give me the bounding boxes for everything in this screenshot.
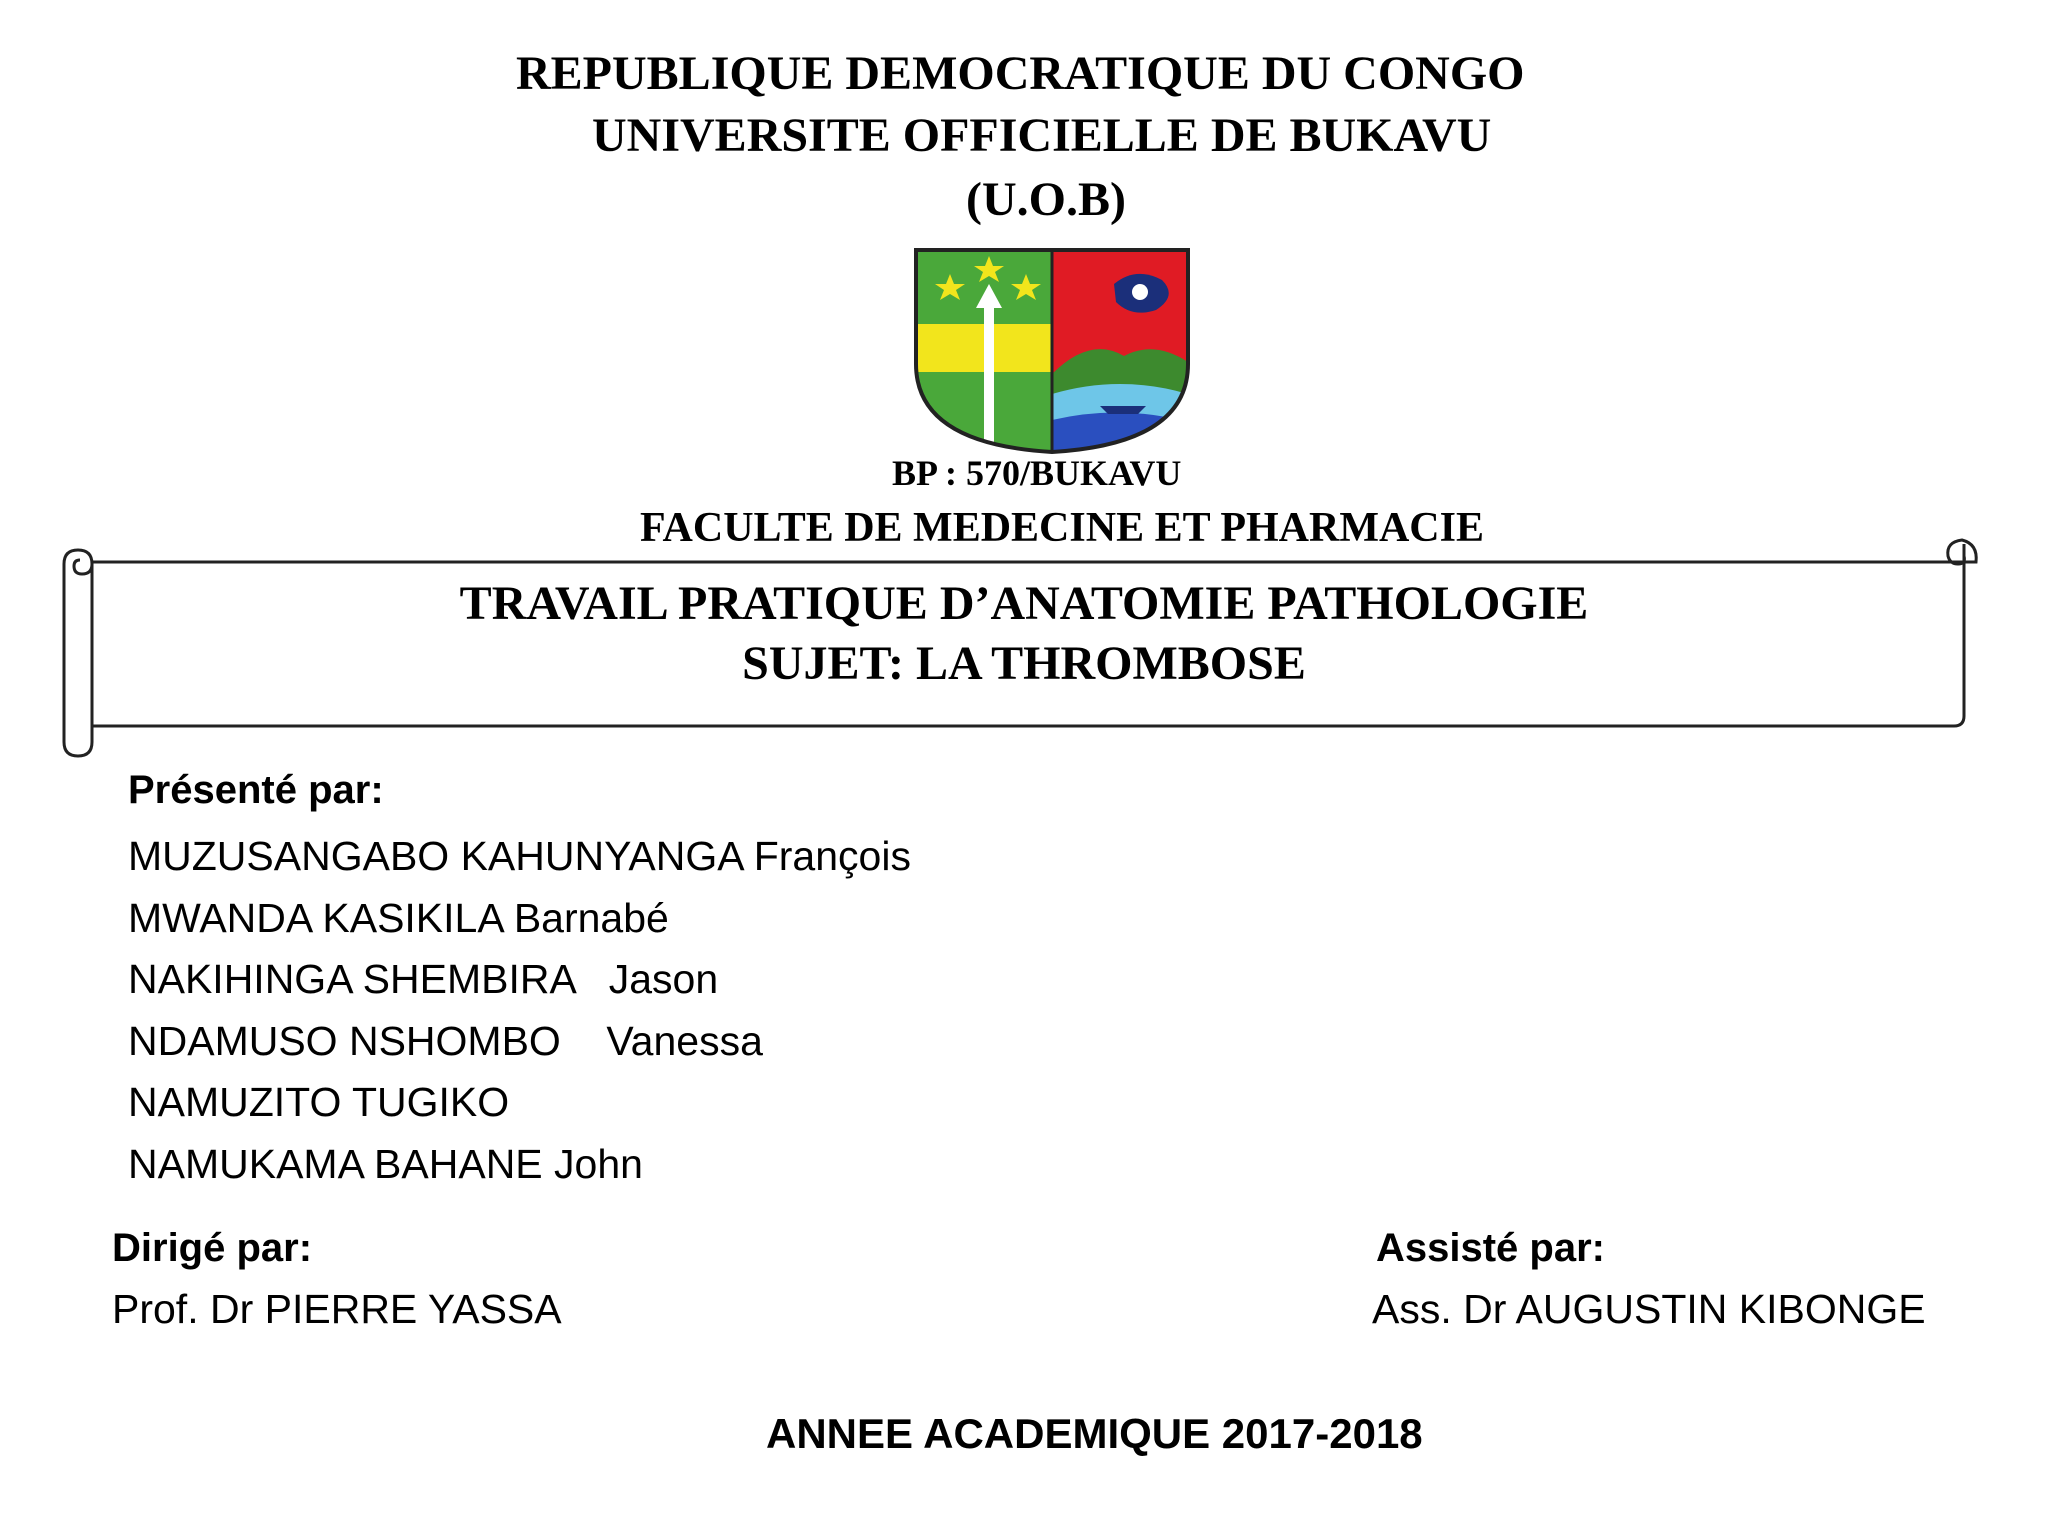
faculty-name: FACULTE DE MEDECINE ET PHARMACIE	[640, 505, 1484, 551]
author-name: NAKIHINGA SHEMBIRA Jason	[128, 956, 719, 1002]
assisted-by-label: Assisté par:	[1376, 1226, 1605, 1270]
university-heading: UNIVERSITE OFFICIELLE DE BUKAVU	[592, 109, 1492, 162]
supervisor-name: Prof. Dr PIERRE YASSA	[112, 1286, 562, 1332]
university-acronym: (U.O.B)	[966, 173, 1126, 226]
directed-by-label: Dirigé par:	[112, 1226, 313, 1270]
country-heading: REPUBLIQUE DEMOCRATIQUE DU CONGO	[516, 47, 1525, 100]
document-title: TRAVAIL PRATIQUE D’ANATOMIE PATHOLOGIE	[459, 577, 1589, 630]
document-subject: SUJET: LA THROMBOSE	[742, 637, 1306, 690]
author-name: NAMUZITO TUGIKO	[128, 1079, 510, 1125]
academic-year: ANNEE ACADEMIQUE 2017-2018	[766, 1410, 1423, 1457]
author-name: MUZUSANGABO KAHUNYANGA François	[128, 833, 911, 879]
university-crest-logo	[910, 244, 1194, 454]
presented-by-label: Présenté par:	[128, 768, 384, 812]
assistant-name: Ass. Dr AUGUSTIN KIBONGE	[1372, 1286, 1926, 1332]
author-name: NAMUKAMA BAHANE John	[128, 1140, 643, 1187]
author-name: NDAMUSO NSHOMBO Vanessa	[128, 1017, 763, 1064]
postal-address: BP : 570/BUKAVU	[892, 453, 1182, 493]
author-list	[128, 826, 911, 1195]
author-name: MWANDA KASIKILA Barnabé	[128, 894, 669, 941]
